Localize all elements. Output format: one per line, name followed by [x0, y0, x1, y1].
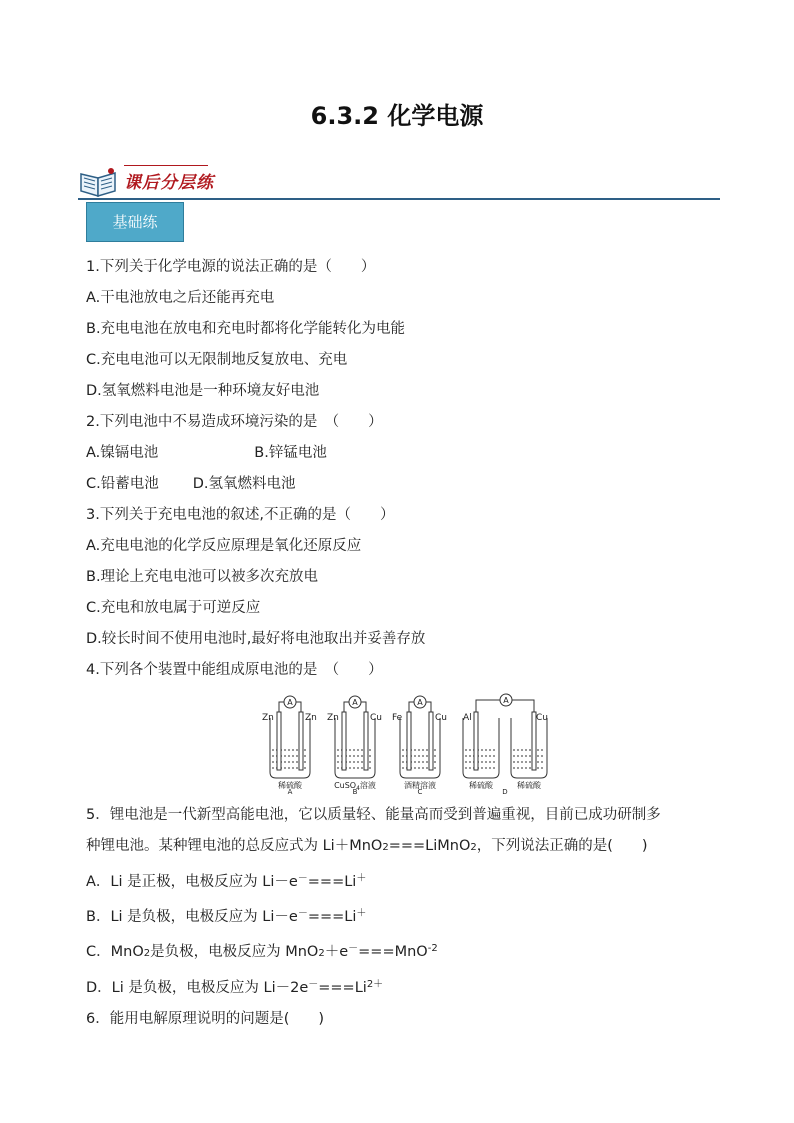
- q4-stem: 4.下列各个装置中能组成原电池的是 （ ）: [86, 662, 383, 678]
- q2-options-row-2: [86, 469, 726, 500]
- cell-a-solution: 稀硫酸: [278, 781, 302, 790]
- q2-option-a: A.镍镉电池: [86, 445, 159, 461]
- cell-b-right-electrode: Cu: [370, 713, 382, 723]
- q3-option-b: B.理论上充电电池可以被多次充放电: [86, 569, 319, 585]
- cell-a-meter-label: A: [287, 698, 293, 707]
- q1-option-b: B.充电电池在放电和充电时都将化学能转化为电能: [86, 321, 406, 337]
- cell-b-apparatus: [335, 696, 375, 778]
- q5-option-b: B．Li 是负极，电极反应为 Li－e－===Li＋: [86, 908, 367, 925]
- q1-option-a: A.干电池放电之后还能再充电: [86, 290, 275, 306]
- banner-overline: [124, 165, 208, 166]
- cell-c-meter-label: A: [417, 698, 423, 707]
- cell-b-meter-label: A: [352, 698, 358, 707]
- q3-option-d: D.较长时间不使用电池时,最好将电池取出并妥善存放: [86, 631, 426, 647]
- cell-c-right-electrode: Cu: [435, 713, 447, 723]
- q5-option-a: A．Li 是正极，电极反应为 Li－e－===Li＋: [86, 873, 367, 890]
- cell-a-left-electrode: Zn: [262, 713, 274, 723]
- cell-d-apparatus: [463, 694, 547, 778]
- cell-d-option-letter: D: [502, 788, 508, 794]
- q1-option-c: C.充电电池可以无限制地反复放电、充电: [86, 352, 348, 368]
- cell-c-apparatus: [400, 696, 440, 778]
- section-banner: [78, 166, 718, 202]
- q2-option-d: D.氢氧燃料电池: [192, 476, 296, 492]
- cell-a-apparatus: [270, 696, 310, 778]
- q6-stem: 6．能用电解原理说明的问题是( ): [86, 1011, 325, 1027]
- banner-divider: [78, 198, 720, 200]
- cell-b-left-electrode: Zn: [327, 713, 339, 723]
- cell-c-option-letter: C: [417, 788, 423, 794]
- page-title: 6.3.2 化学电源: [310, 102, 484, 130]
- cell-b-option-letter: B: [352, 788, 358, 794]
- cell-a-right-electrode: Zn: [305, 713, 317, 723]
- cell-d-right-solution: 稀硫酸: [517, 781, 541, 790]
- cell-d-left-electrode: Al: [463, 713, 472, 723]
- section-tag: 基础练: [86, 202, 184, 242]
- q5-option-d: D．Li 是负极，电极反应为 $Li-2e^-===Li^{2+}$: [86, 979, 384, 996]
- questions-part-1: [86, 252, 726, 686]
- cell-c-solution: 酒精溶液: [404, 781, 436, 790]
- q5-stem-line-1: 5．锂电池是一代新型高能电池，它以质量轻、能量高而受到普遍重视，目前已成功研制多: [86, 807, 661, 823]
- cell-d-meter-label: A: [503, 696, 509, 705]
- banner-label: 课后分层练: [124, 173, 214, 193]
- q2-stem: 2.下列电池中不易造成环境污染的是 （ ）: [86, 414, 383, 430]
- q3-stem: 3.下列关于充电电池的叙述,不正确的是（ ）: [86, 507, 395, 523]
- cell-c-left-electrode: Fe: [392, 713, 403, 723]
- q1-stem: 1.下列关于化学电源的说法正确的是（ ）: [86, 259, 376, 275]
- book-icon: [78, 166, 120, 198]
- cell-d-left-solution: 稀硫酸: [469, 781, 493, 790]
- q5-option-c: C．MnO2是负极，电极反应为 MnO2＋e－===MnO$^{-2}$: [86, 943, 438, 960]
- galvanic-cell-figure: [260, 690, 550, 794]
- q2-option-c: C.铅蓄电池: [86, 476, 159, 492]
- q2-options-row-1: [86, 438, 726, 469]
- q2-option-b: B.锌锰电池: [254, 445, 327, 461]
- q3-option-a: A.充电电池的化学反应原理是氧化还原反应: [86, 538, 362, 554]
- q5-stem-line-2: 种锂电池。某种锂电池的总反应式为 Li＋MnO2===LiMnO2，下列说法正确的是( ): [86, 838, 648, 854]
- q3-option-c: C.充电和放电属于可逆反应: [86, 600, 261, 616]
- questions-part-2: [86, 800, 726, 1035]
- cell-b-solution: CuSO$_4$溶液: [334, 781, 376, 792]
- q1-option-d: D.氢氧燃料电池是一种环境友好电池: [86, 383, 320, 399]
- cell-a-option-letter: A: [287, 788, 293, 794]
- cell-d-right-electrode: Cu: [536, 713, 548, 723]
